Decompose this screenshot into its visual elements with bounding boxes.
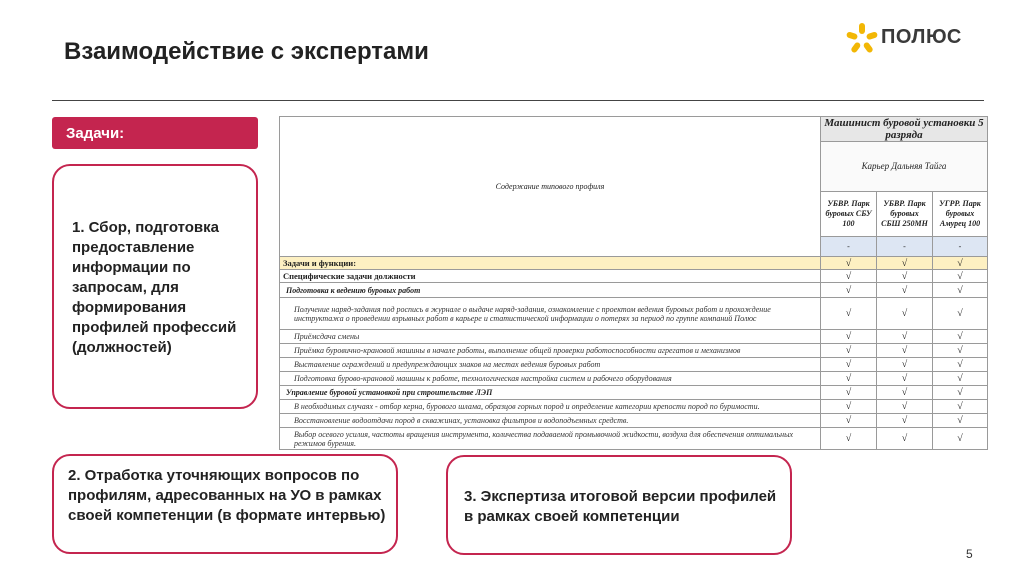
table-row [280, 428, 988, 450]
task-box-1: 1. Сбор, подготовка предоставление информации по запросам, для формирования профилей профессий (должностей) [52, 164, 258, 409]
check-cell: √ [821, 330, 877, 344]
page-title: Взаимодействие с экспертами [64, 38, 429, 65]
check-cell: √ [877, 344, 933, 358]
check-cell: √ [933, 344, 988, 358]
check-cell: √ [933, 414, 988, 428]
check-cell: √ [877, 428, 933, 450]
table-row [280, 358, 988, 372]
check-cell: √ [821, 428, 877, 450]
check-cell: √ [933, 330, 988, 344]
row-label: Выбор осевого усилия, частоты вращения инструмента, количества подаваемой промывочной жидкости, воздуха для обеспечения оптимальных режимов бурения. [280, 428, 821, 450]
table-row [280, 414, 988, 428]
column-header: УБВР. Парк буровых СБУ 100 [821, 192, 877, 237]
check-cell: √ [933, 298, 988, 330]
row-label: Приёмсдача смены [280, 330, 821, 344]
logo [845, 22, 985, 56]
check-cell: √ [933, 372, 988, 386]
check-cell: √ [877, 270, 933, 283]
check-cell: √ [933, 257, 988, 270]
tasks-label: Задачи: [52, 117, 258, 149]
table-row [280, 270, 988, 283]
check-cell: √ [821, 400, 877, 414]
check-cell: √ [933, 386, 988, 400]
check-cell: √ [821, 358, 877, 372]
profile-header: Содержание типового профиля [280, 117, 821, 257]
check-cell: √ [821, 386, 877, 400]
check-cell: √ [877, 372, 933, 386]
check-cell: √ [821, 283, 877, 298]
page-number: 5 [966, 547, 973, 561]
row-label: Получение наряд-задания под роспись в журнале о выдаче наряд-задания, ознакомление с проектом ведения буровых работ и прохождение инструктажа о проведении взрывных работ в карьере и статистической информации о потерях за период по группе компаний Полюс [280, 298, 821, 330]
check-cell: √ [933, 270, 988, 283]
check-cell: √ [877, 298, 933, 330]
task-box-3: 3. Экспертиза итоговой версии профилей в рамках своей компетенции [446, 455, 792, 555]
profile-table [279, 116, 988, 450]
title-divider [52, 100, 984, 101]
check-cell: √ [877, 400, 933, 414]
table-row [280, 344, 988, 358]
polyus-logo-icon [845, 22, 879, 56]
check-cell: √ [877, 330, 933, 344]
table-row [280, 372, 988, 386]
table-row [280, 283, 988, 298]
check-cell: √ [877, 414, 933, 428]
check-cell: √ [933, 400, 988, 414]
check-cell: √ [933, 283, 988, 298]
row-label: Выставление ограждений и предупреждающих знаков на местах ведения буровых работ [280, 358, 821, 372]
row-label: В необходимых случаях - отбор керна, бурового шлама, образцов горных пород и определение категории крепости пород по буримости. [280, 400, 821, 414]
row-label: Задачи и функции: [280, 257, 821, 270]
check-cell: √ [933, 358, 988, 372]
logo-text: ПОЛЮС [881, 26, 962, 48]
check-cell: √ [877, 283, 933, 298]
check-cell: √ [877, 257, 933, 270]
table-row [280, 330, 988, 344]
row-label: Приёмка буровично-крановой машины в начале работы, выполнение общей проверки работоспособности агрегатов и механизмов [280, 344, 821, 358]
check-cell: √ [821, 414, 877, 428]
table-row [280, 298, 988, 330]
row-label: Подготовка бурово-крановой машины к работе, технологическая настройка систем и рабочего оборудования [280, 372, 821, 386]
row-label: Специфические задачи должности [280, 270, 821, 283]
column-header: УГРР. Парк буровых Амурец 100 [933, 192, 988, 237]
table-row [280, 386, 988, 400]
column-header: УБВР. Парк буровых СБШ 250МН [877, 192, 933, 237]
row-label: Подготовка к ведению буровых работ [280, 283, 821, 298]
position-header: Машинист буровой установки 5 разряда [821, 117, 988, 142]
dash-cell: - [877, 237, 933, 257]
check-cell: √ [933, 428, 988, 450]
check-cell: √ [877, 358, 933, 372]
dash-cell: - [933, 237, 988, 257]
check-cell: √ [821, 344, 877, 358]
check-cell: √ [821, 270, 877, 283]
table-row [280, 257, 988, 270]
check-cell: √ [821, 257, 877, 270]
check-cell: √ [877, 386, 933, 400]
check-cell: √ [821, 298, 877, 330]
table-row [280, 400, 988, 414]
site-header: Карьер Дальняя Тайга [821, 142, 988, 192]
row-label: Управление буровой установкой при строительстве ЛЭП [280, 386, 821, 400]
task-box-2: 2. Отработка уточняющих вопросов по профилям, адресованных на УО в рамках своей компетенции (в формате интервью) [52, 454, 398, 554]
row-label: Восстановление водоотдачи пород в скважинах, установка фильтров и водоподъемных средств. [280, 414, 821, 428]
check-cell: √ [821, 372, 877, 386]
profile-document [279, 116, 987, 446]
dash-cell: - [821, 237, 877, 257]
